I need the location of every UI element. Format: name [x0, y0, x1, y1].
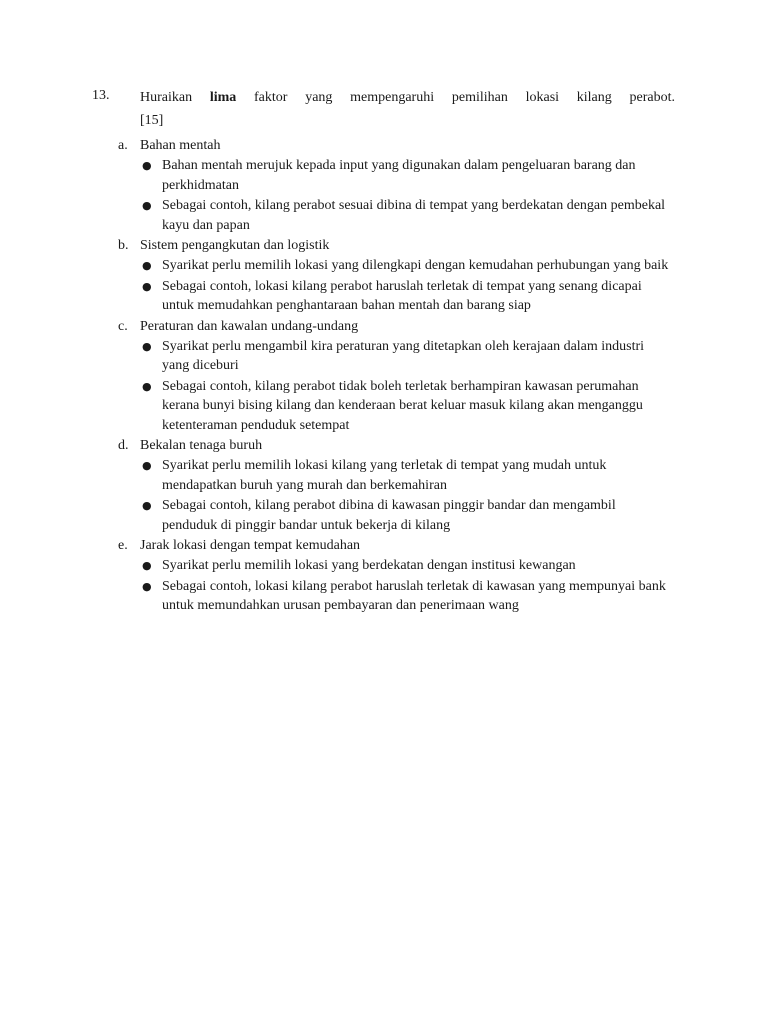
bullet-item: [142, 256, 672, 276]
question-word: pemilihan: [451, 90, 508, 105]
bullet-icon: ●: [142, 499, 152, 512]
bullet-text: Sebagai contoh, kilang perabot dibina di kawasan pinggir bandar dan mengambil penduduk di pinggir bandar untuk bekerja di kilang: [162, 498, 616, 533]
factor-item: [0, 317, 768, 436]
factor-title: Peraturan dan kawalan undang-undang: [140, 318, 359, 334]
bullet-text: Bahan mentah merujuk kepada input yang digunakan dalam pengeluaran barang dan perkhidmatan: [162, 158, 636, 193]
bullet-list: [0, 256, 768, 316]
bullet-list: [0, 337, 768, 436]
factor-item: [0, 436, 768, 535]
bullet-text: Sebagai contoh, kilang perabot tidak boleh terletak berhampiran kawasan perumahan kerana bunyi bising kilang dan kenderaan berat keluar masuk kilang akan menganggu ketenteraman penduduk setempat: [162, 378, 643, 433]
question-word: lokasi: [525, 90, 560, 105]
bullet-text: Syarikat perlu memilih lokasi yang berdekatan dengan institusi kewangan: [162, 558, 576, 573]
bullet-item: [142, 196, 672, 235]
bullet-text: Sebagai contoh, lokasi kilang perabot haruslah terletak di tempat yang senang dicapai untuk memudahkan penghantaraan bahan mentah dan barang siap: [162, 278, 642, 313]
factor-letter: b.: [118, 238, 129, 253]
bullet-item: [142, 577, 672, 616]
bullet-list: [0, 156, 768, 235]
question-line: [140, 86, 675, 109]
factor-item: [0, 536, 768, 616]
question-text: [140, 86, 675, 132]
question-marks: [15]: [140, 113, 164, 128]
bullet-icon: ●: [142, 559, 152, 572]
bullet-text: Syarikat perlu memilih lokasi kilang yang terletak di tempat yang mudah untuk mendapatkan buruh yang murah dan berkemahiran: [162, 458, 607, 493]
bullet-text: Syarikat perlu memilih lokasi yang dilengkapi dengan kemudahan perhubungan yang baik: [162, 258, 669, 273]
bullet-icon: ●: [142, 199, 152, 212]
bullet-icon: ●: [142, 379, 152, 393]
bullet-item: [142, 556, 672, 576]
factor-letter: c.: [118, 318, 128, 334]
question-word: mempengaruhi: [350, 90, 435, 105]
factor-list: [0, 136, 768, 617]
factor-letter: d.: [118, 438, 129, 453]
bullet-icon: ●: [142, 279, 152, 293]
question-word: kilang: [576, 90, 612, 105]
bullet-icon: ●: [142, 459, 152, 472]
bullet-icon: ●: [142, 339, 152, 353]
question-word: Huraikan: [140, 90, 193, 105]
factor-title: Bekalan tenaga buruh: [140, 438, 263, 453]
bullet-item: [142, 496, 672, 535]
bullet-list: [0, 556, 768, 616]
factor-title: Jarak lokasi dengan tempat kemudahan: [140, 538, 361, 553]
bullet-icon: ●: [142, 259, 152, 272]
question-word-emphasis: lima: [209, 90, 237, 105]
bullet-text: Sebagai contoh, kilang perabot sesuai dibina di tempat yang berdekatan dengan pembekal kayu dan papan: [162, 198, 666, 233]
factor-item: [0, 136, 768, 235]
bullet-text: Sebagai contoh, lokasi kilang perabot haruslah terletak di kawasan yang mempunyai bank untuk memundahkan urusan pembayaran dan penerimaan wang: [162, 578, 666, 613]
question-word: perabot.: [629, 90, 675, 105]
bullet-item: [142, 456, 672, 495]
factor-title: Bahan mentah: [140, 138, 221, 153]
factor-item: [0, 236, 768, 316]
question-word: faktor: [254, 90, 288, 105]
bullet-item: [142, 156, 672, 195]
bullet-icon: ●: [142, 159, 152, 172]
factor-letter: e.: [118, 538, 128, 553]
bullet-icon: ●: [142, 579, 152, 593]
bullet-text: Syarikat perlu mengambil kira peraturan yang ditetapkan oleh kerajaan dalam industri yang diceburi: [162, 338, 645, 373]
factor-title: Sistem pengangkutan dan logistik: [140, 238, 330, 253]
bullet-item: [142, 337, 672, 376]
factor-letter: a.: [118, 138, 128, 153]
bullet-item: [142, 277, 672, 316]
question-number: 13.: [92, 88, 110, 103]
bullet-item: [142, 377, 672, 436]
question-word: yang: [305, 90, 333, 105]
bullet-list: [0, 456, 768, 535]
